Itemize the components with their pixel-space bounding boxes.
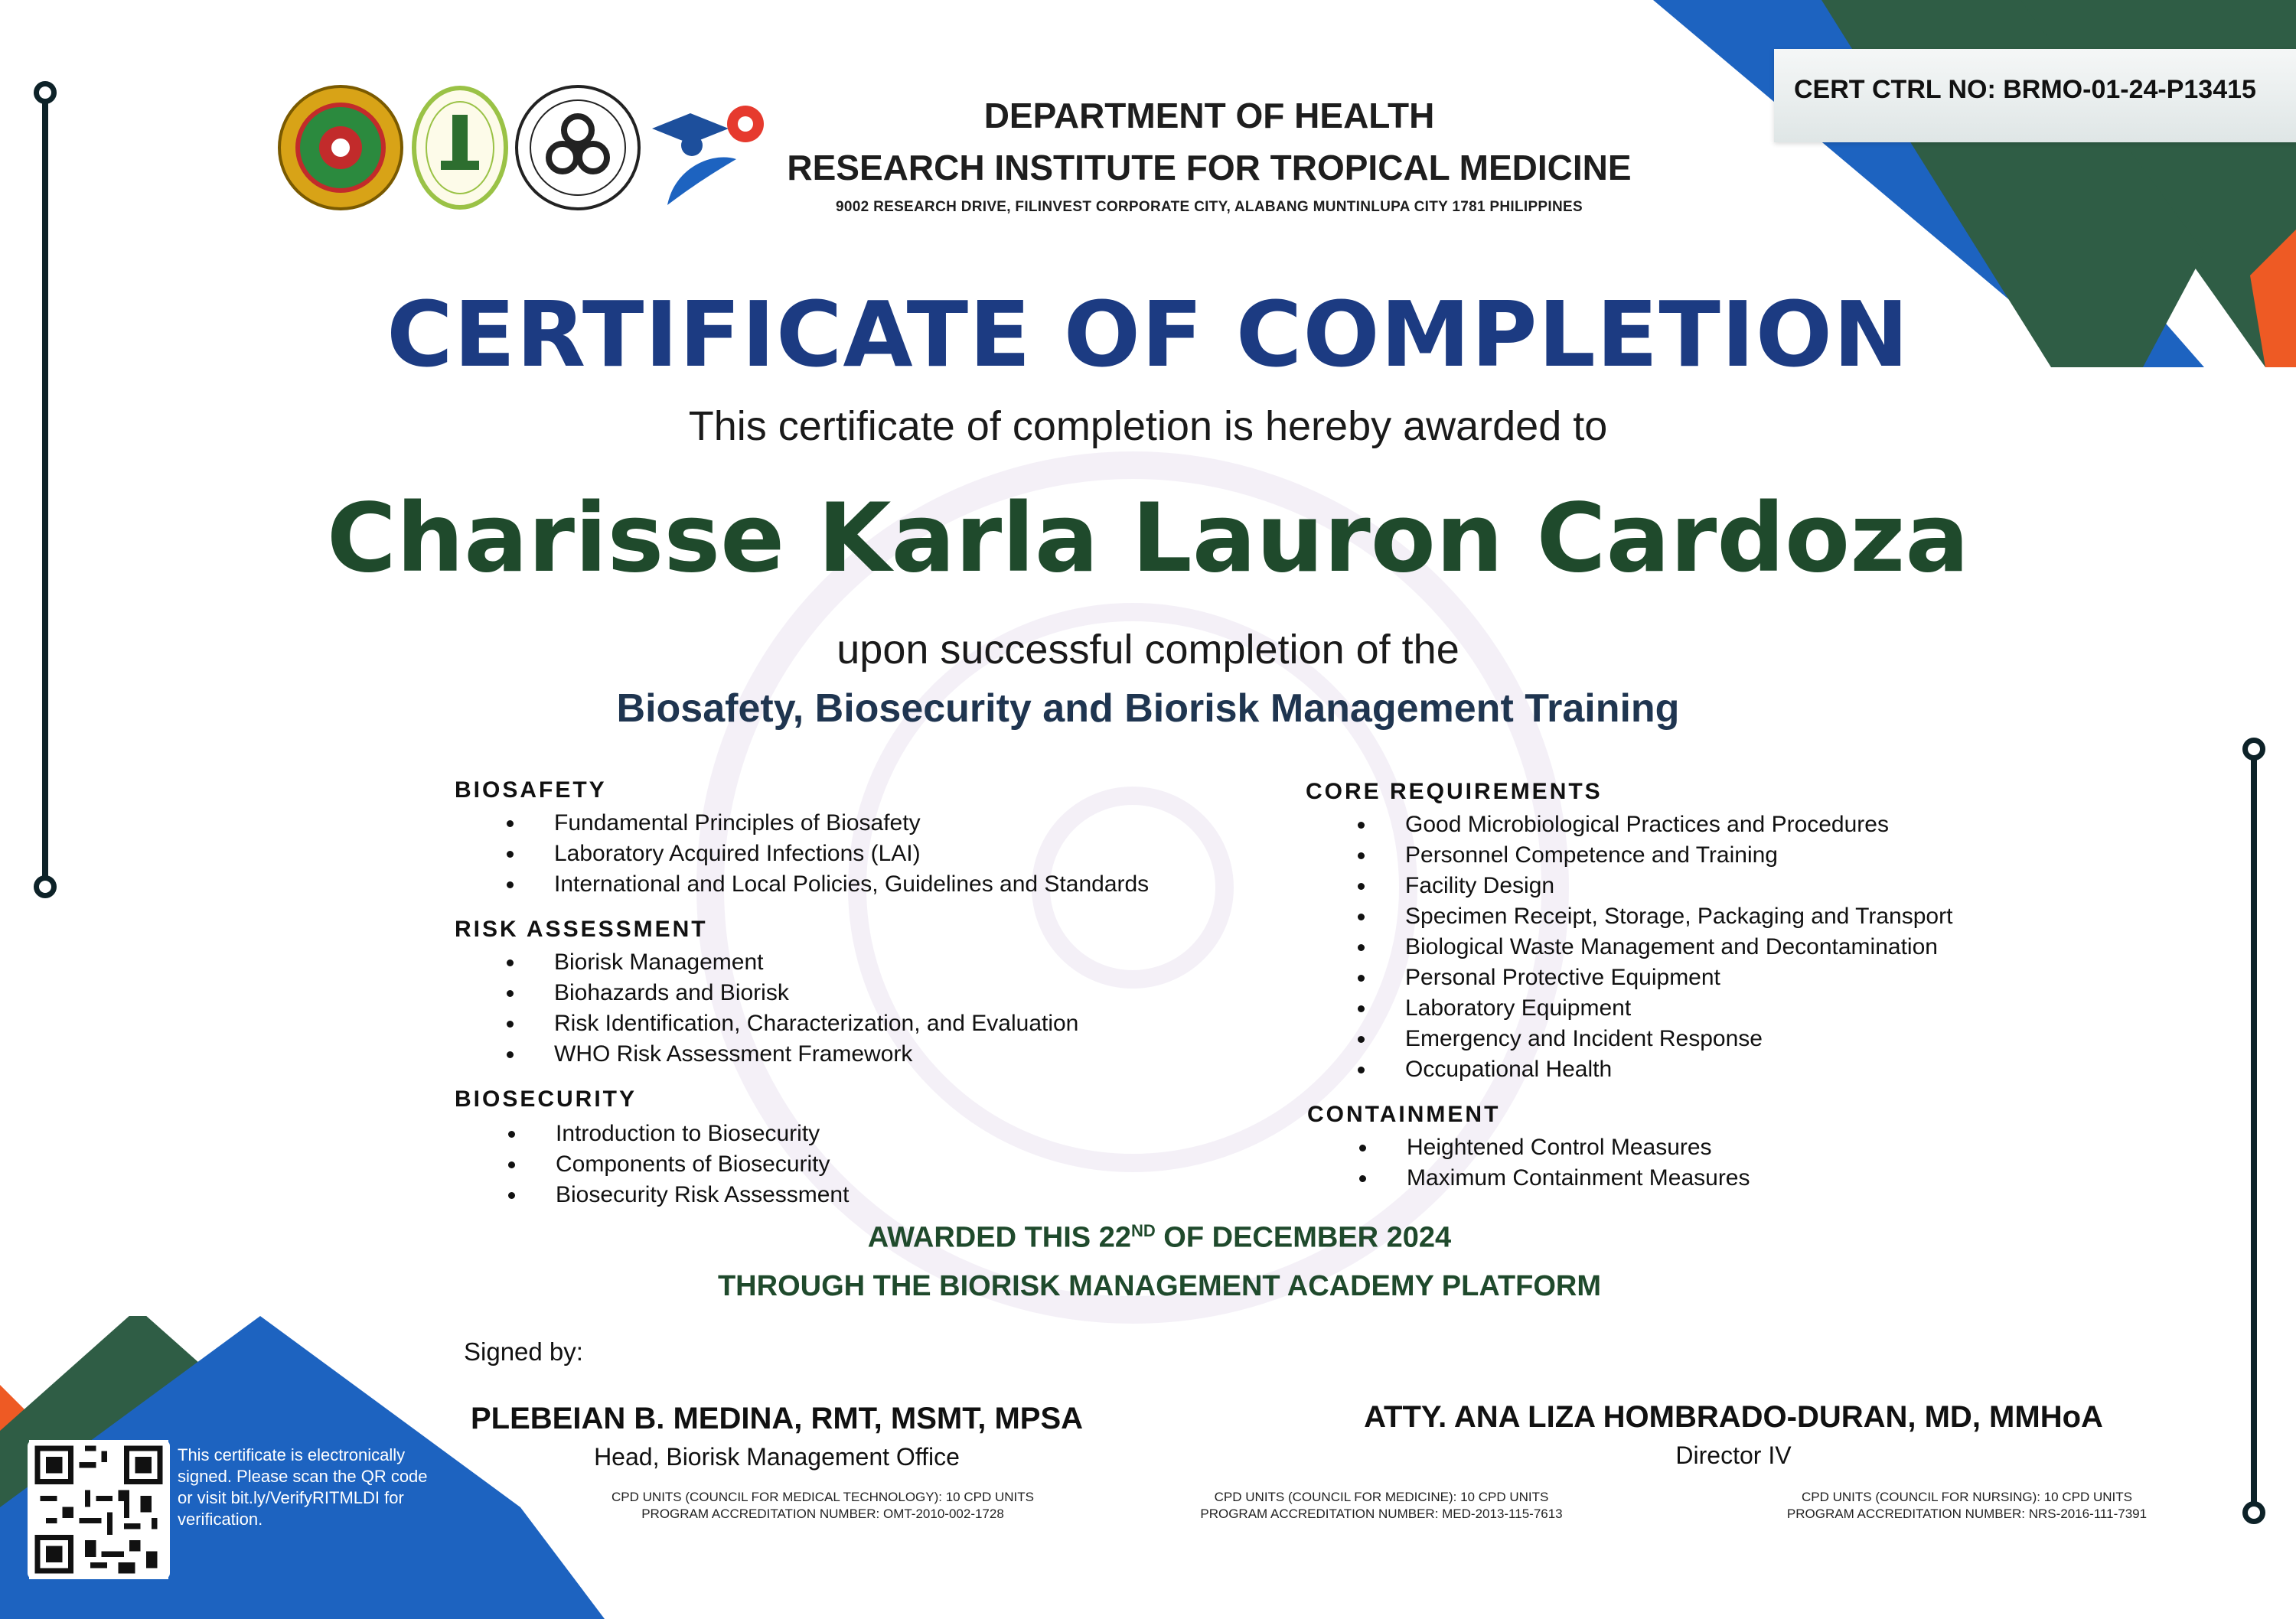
cpd-nursing [1668,1489,2265,1523]
academy-graduate-logo [644,98,767,210]
award-date-ordinal: ND [1130,1221,1156,1240]
list-item: Introduction to Biosecurity [556,1119,849,1149]
list-item: Components of Biosecurity [556,1149,849,1180]
list-item: Laboratory Equipment [1405,993,1952,1024]
header-institute: RESEARCH INSTITUTE FOR TROPICAL MEDICINE [787,148,1632,187]
cpd-medicine-units: CPD UNITS (COUNCIL FOR MEDICINE): 10 CPD UNITS [1214,1490,1549,1504]
course-name: Biosafety, Biosecurity and Biorisk Management Training [616,686,1680,731]
list-item: Emergency and Incident Response [1405,1024,1952,1054]
certificate-title: CERTIFICATE OF COMPLETION [386,282,1910,387]
core-requirements-list [1405,810,1952,1085]
list-item: Laboratory Acquired Infections (LAI) [554,839,1149,869]
list-item: Biohazards and Biorisk [554,978,1078,1008]
header-department: DEPARTMENT OF HEALTH [983,96,1435,135]
list-item: International and Local Policies, Guidelines and Standards [554,869,1149,900]
section-heading-risk-assessment: RISK ASSESSMENT [455,917,708,942]
award-date-suffix: OF DECEMBER 2024 [1155,1221,1452,1254]
section-heading-biosafety: BIOSAFETY [455,777,607,803]
award-platform: THROUGH THE BIORISK MANAGEMENT ACADEMY PLATFORM [717,1270,1602,1302]
list-item: Good Microbiological Practices and Procedures [1405,810,1952,840]
doh-seal-logo [277,84,404,211]
signer-2-name: ATTY. ANA LIZA HOMBRADO-DURAN, MD, MMHoA [1364,1400,2103,1434]
list-item: Facility Design [1405,871,1952,901]
qr-code-frame [28,1440,170,1579]
section-heading-biosecurity: BIOSECURITY [455,1086,638,1112]
cpd-nursing-accreditation: PROGRAM ACCREDITATION NUMBER: NRS-2016-111-7391 [1786,1507,2148,1521]
cpd-medicine-accreditation: PROGRAM ACCREDITATION NUMBER: MED-2013-115-7613 [1200,1507,1563,1521]
list-item: Biosecurity Risk Assessment [556,1180,849,1210]
list-item: Personnel Competence and Training [1405,840,1952,871]
award-date [0,1221,2296,1255]
list-item: Personal Protective Equipment [1405,963,1952,993]
list-item: WHO Risk Assessment Framework [554,1039,1078,1070]
header-address: 9002 RESEARCH DRIVE, FILINVEST CORPORATE CITY, ALABANG MUNTINLUPA CITY 1781 PHILIPPINES [836,199,1583,215]
signed-by-label: Signed by: [464,1337,583,1366]
list-item: Maximum Containment Measures [1407,1163,1750,1194]
award-date-prefix: AWARDED THIS 22 [867,1221,1131,1254]
section-heading-core-requirements: CORE REQUIREMENTS [1306,779,1603,804]
recipient-name: Charisse Karla Lauron Cardoza [326,484,1970,594]
cert-control-number-text: CERT CTRL NO: BRMO-01-24-P13415 [1794,75,2256,104]
awarded-to-text: This certificate of completion is hereby awarded to [688,403,1608,449]
cpd-medtech-accreditation: PROGRAM ACCREDITATION NUMBER: OMT-2010-002-1728 [641,1507,1004,1521]
bracket-right-line [2251,757,2257,1515]
qr-verification-note: This certificate is electronically signed. Please scan the QR code or visit bit.ly/VerifyRITMLDI for verification. [178,1445,428,1529]
bracket-bottom-ring [34,875,57,898]
biosafety-topics-list [554,808,1149,900]
cpd-medtech-units: CPD UNITS (COUNCIL FOR MEDICAL TECHNOLOGY): 10 CPD UNITS [612,1490,1034,1504]
completion-text: upon successful completion of the [837,627,1459,673]
containment-list [1407,1132,1750,1194]
cpd-medicine [1094,1489,1668,1523]
biorisk-office-logo [514,84,641,211]
cpd-medtech [536,1489,1110,1523]
cert-control-number [1774,49,2296,142]
list-item: Fundamental Principles of Biosafety [554,808,1149,839]
signer-1-name: PLEBEIAN B. MEDINA, RMT, MSMT, MPSA [470,1402,1084,1435]
research-institute-logo [410,84,510,211]
list-item: Occupational Health [1405,1054,1952,1085]
signer-2-title: Director IV [1675,1441,1792,1469]
verification-qr-code[interactable] [28,1440,170,1579]
list-item: Biorisk Management [554,947,1078,978]
list-item: Biological Waste Management and Decontamination [1405,932,1952,963]
risk-assessment-topics-list [554,947,1078,1070]
list-item: Specimen Receipt, Storage, Packaging and Transport [1405,901,1952,932]
biosecurity-topics-list [556,1119,849,1210]
list-item: Risk Identification, Characterization, and Evaluation [554,1008,1078,1039]
signer-1-title: Head, Biorisk Management Office [594,1443,960,1471]
list-item: Heightened Control Measures [1407,1132,1750,1163]
section-heading-containment: CONTAINMENT [1307,1102,1501,1127]
cpd-nursing-units: CPD UNITS (COUNCIL FOR NURSING): 10 CPD UNITS [1802,1490,2132,1504]
